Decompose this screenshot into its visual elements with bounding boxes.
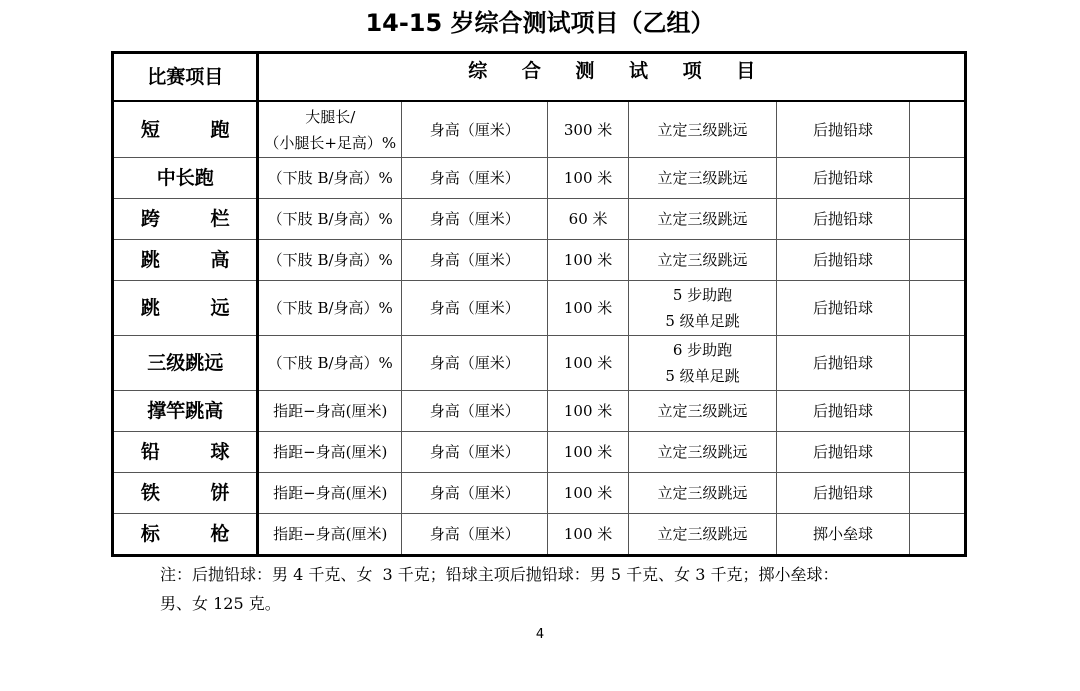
footnote-line-1: 注：后抛铅球：男 4 千克、女 3 千克；铅球主项后抛铅球：男 5 千克、女 3 千克；掷小垒球： xyxy=(160,565,839,584)
jump-cell-line: 立定三级跳远 xyxy=(657,525,748,543)
blank-cell xyxy=(909,199,965,240)
table-row xyxy=(113,432,966,473)
height-cell: 身高（厘米） xyxy=(401,158,548,199)
ratio-cell xyxy=(258,199,401,240)
table-row xyxy=(113,240,966,281)
blank-cell xyxy=(909,101,965,158)
jump-cell xyxy=(628,240,777,281)
ratio-cell-line: 指距−身高(厘米) xyxy=(273,443,388,461)
height-cell: 身高（厘米） xyxy=(401,336,548,391)
throw-cell: 后抛铅球 xyxy=(777,432,909,473)
ratio-cell xyxy=(258,514,401,556)
throw-cell: 后抛铅球 xyxy=(777,101,909,158)
event-name: 撑竿跳高 xyxy=(113,391,258,432)
ratio-cell-line: （下肢 B/身高）% xyxy=(267,210,393,228)
jump-cell-line: 6 步助跑 xyxy=(672,341,733,359)
throw-cell: 后抛铅球 xyxy=(777,473,909,514)
throw-cell: 后抛铅球 xyxy=(777,336,909,391)
ratio-cell xyxy=(258,101,401,158)
sprint-cell: 60 米 xyxy=(548,199,628,240)
jump-cell-line: 立定三级跳远 xyxy=(657,484,748,502)
jump-cell xyxy=(628,281,777,336)
table-row xyxy=(113,199,966,240)
footnote xyxy=(160,560,960,618)
blank-cell xyxy=(909,240,965,281)
footnote-line-2: 男、女 125 克。 xyxy=(160,594,281,613)
jump-cell xyxy=(628,473,777,514)
jump-cell-line: 立定三级跳远 xyxy=(657,210,748,228)
jump-cell xyxy=(628,336,777,391)
blank-cell xyxy=(909,432,965,473)
jump-cell xyxy=(628,514,777,556)
height-cell: 身高（厘米） xyxy=(401,473,548,514)
ratio-cell-line: 指距−身高(厘米) xyxy=(273,402,388,420)
table-row xyxy=(113,336,966,391)
blank-cell xyxy=(909,514,965,556)
jump-cell xyxy=(628,432,777,473)
jump-cell xyxy=(628,199,777,240)
jump-cell-line: 立定三级跳远 xyxy=(657,402,748,420)
event-name: 短 跑 xyxy=(113,101,258,158)
ratio-cell-line: （下肢 B/身高）% xyxy=(267,299,393,317)
ratio-cell-line: （下肢 B/身高）% xyxy=(267,169,393,187)
table-header-row xyxy=(113,53,966,102)
height-cell: 身高（厘米） xyxy=(401,391,548,432)
blank-cell xyxy=(909,336,965,391)
ratio-cell xyxy=(258,336,401,391)
test-items-table xyxy=(111,51,967,557)
height-cell: 身高（厘米） xyxy=(401,432,548,473)
blank-cell xyxy=(909,281,965,336)
table-row xyxy=(113,281,966,336)
height-cell: 身高（厘米） xyxy=(401,240,548,281)
blank-cell xyxy=(909,158,965,199)
jump-cell-line: 立定三级跳远 xyxy=(657,443,748,461)
ratio-cell xyxy=(258,240,401,281)
throw-cell: 后抛铅球 xyxy=(777,391,909,432)
event-name: 中长跑 xyxy=(113,158,258,199)
ratio-cell-line: 指距−身高(厘米) xyxy=(273,525,388,543)
event-name: 三级跳远 xyxy=(113,336,258,391)
ratio-cell xyxy=(258,158,401,199)
ratio-cell-line: （小腿长+足高）% xyxy=(264,133,397,152)
jump-cell-line: 5 步助跑 xyxy=(672,286,733,304)
event-name: 标 枪 xyxy=(113,514,258,556)
table-row xyxy=(113,514,966,556)
ratio-cell-line: （下肢 B/身高）% xyxy=(267,354,393,372)
sprint-cell: 100 米 xyxy=(548,432,628,473)
blank-cell xyxy=(909,391,965,432)
jump-cell-line: 立定三级跳远 xyxy=(657,169,748,187)
height-cell: 身高（厘米） xyxy=(401,514,548,556)
table-row xyxy=(113,101,966,158)
sprint-cell: 100 米 xyxy=(548,391,628,432)
ratio-cell-line: 大腿长/ xyxy=(305,107,356,126)
header-event: 比赛项目 xyxy=(113,53,258,102)
event-name: 铁 饼 xyxy=(113,473,258,514)
throw-cell: 掷小垒球 xyxy=(777,514,909,556)
table-row xyxy=(113,391,966,432)
sprint-cell: 300 米 xyxy=(548,101,628,158)
jump-cell xyxy=(628,391,777,432)
jump-cell-line: 立定三级跳远 xyxy=(657,251,748,269)
throw-cell: 后抛铅球 xyxy=(777,199,909,240)
sprint-cell: 100 米 xyxy=(548,336,628,391)
sprint-cell: 100 米 xyxy=(548,240,628,281)
height-cell: 身高（厘米） xyxy=(401,101,548,158)
throw-cell: 后抛铅球 xyxy=(777,158,909,199)
header-tests: 综 合 测 试 项 目 xyxy=(258,53,966,102)
page-title: 14-15 岁综合测试项目（乙组） xyxy=(365,9,715,37)
ratio-cell xyxy=(258,432,401,473)
throw-cell: 后抛铅球 xyxy=(777,281,909,336)
event-name: 跳 高 xyxy=(113,240,258,281)
throw-cell: 后抛铅球 xyxy=(777,240,909,281)
jump-cell-line: 5 级单足跳 xyxy=(665,367,740,385)
height-cell: 身高（厘米） xyxy=(401,199,548,240)
ratio-cell xyxy=(258,281,401,336)
sprint-cell: 100 米 xyxy=(548,514,628,556)
jump-cell xyxy=(628,101,777,158)
blank-cell xyxy=(909,473,965,514)
table-row xyxy=(113,473,966,514)
sprint-cell: 100 米 xyxy=(548,473,628,514)
ratio-cell-line: （下肢 B/身高）% xyxy=(267,251,393,269)
event-name: 跳 远 xyxy=(113,281,258,336)
jump-cell xyxy=(628,158,777,199)
sprint-cell: 100 米 xyxy=(548,158,628,199)
ratio-cell-line: 指距−身高(厘米) xyxy=(273,484,388,502)
page-number: 4 xyxy=(535,627,545,642)
event-name: 跨 栏 xyxy=(113,199,258,240)
event-name: 铅 球 xyxy=(113,432,258,473)
jump-cell-line: 5 级单足跳 xyxy=(665,312,740,330)
ratio-cell xyxy=(258,391,401,432)
ratio-cell xyxy=(258,473,401,514)
sprint-cell: 100 米 xyxy=(548,281,628,336)
jump-cell-line: 立定三级跳远 xyxy=(657,120,748,139)
table-row xyxy=(113,158,966,199)
height-cell: 身高（厘米） xyxy=(401,281,548,336)
